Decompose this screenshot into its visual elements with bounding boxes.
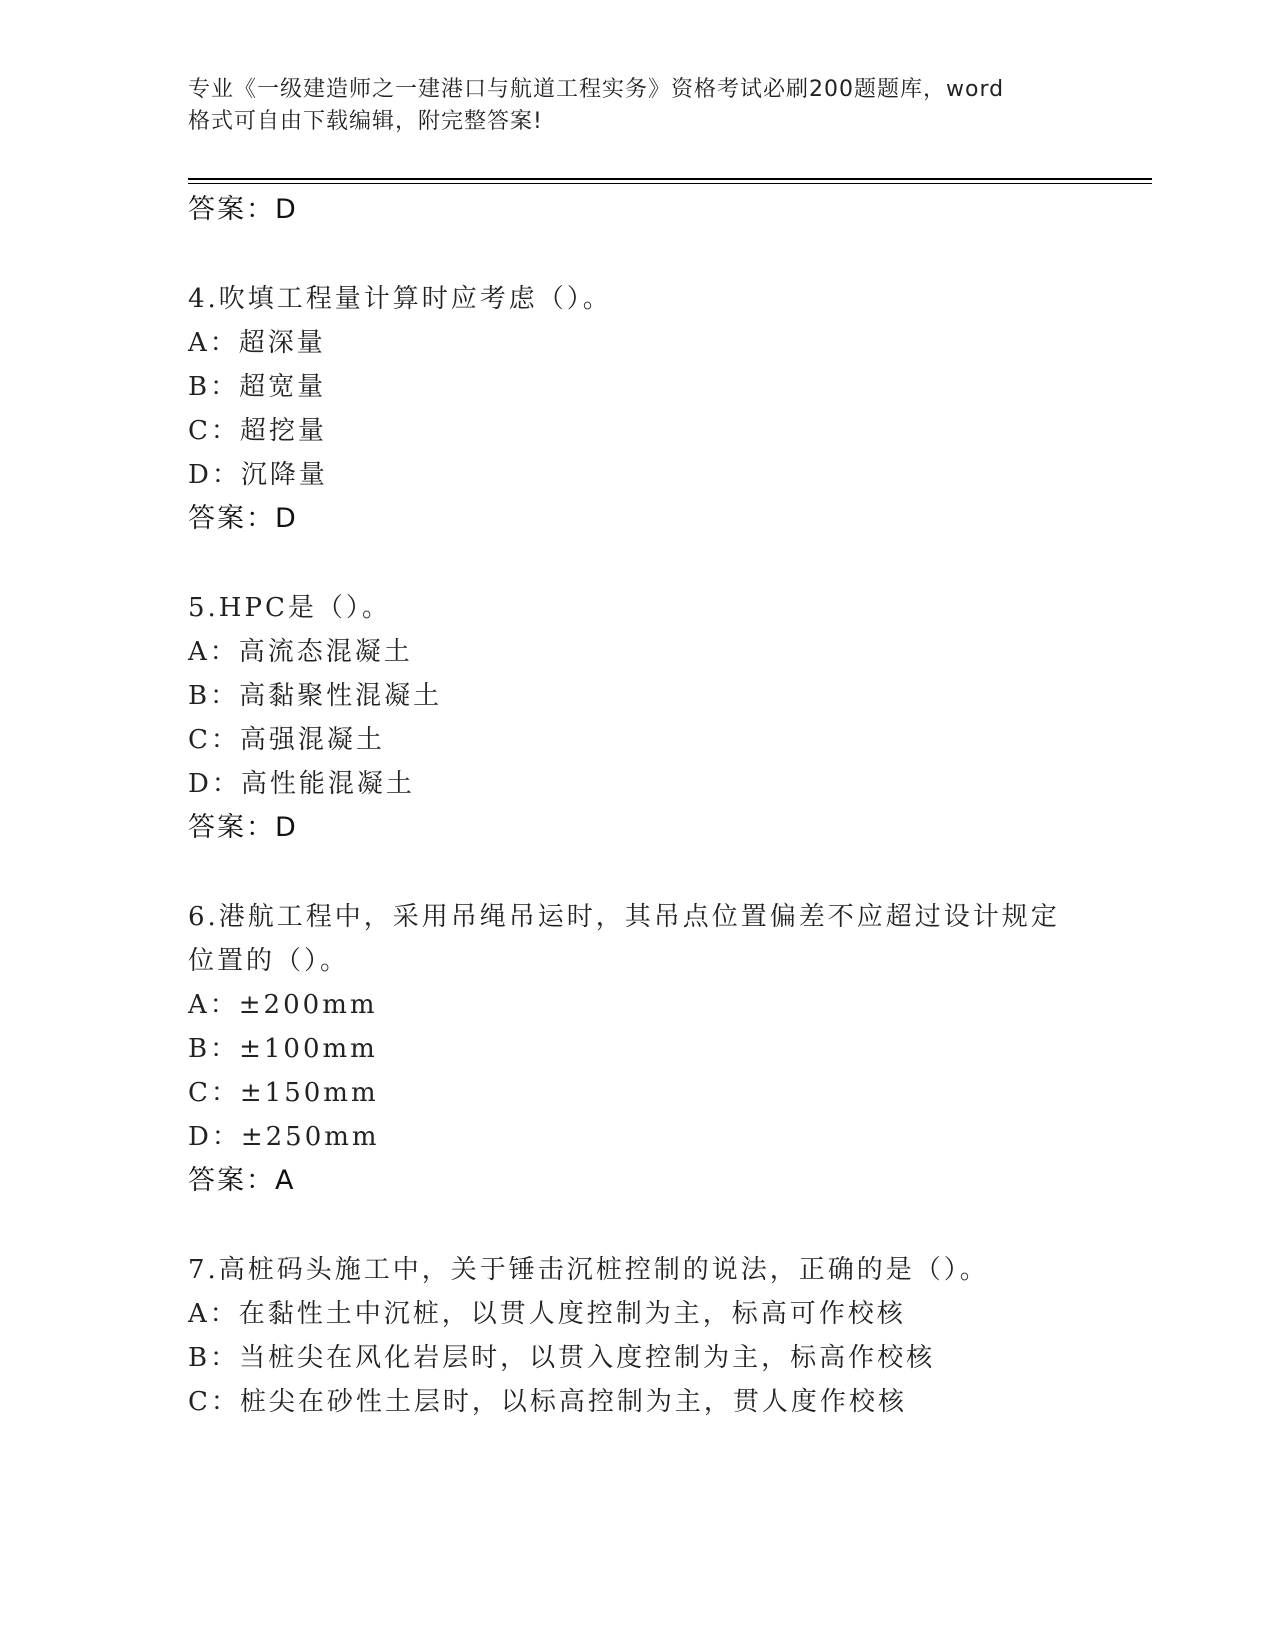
question-5-option-c: C：高强混凝土	[188, 725, 385, 755]
header-rule-thin	[188, 183, 1152, 184]
question-7-option-b: B：当桩尖在风化岩层时，以贯入度控制为主，标高作校核	[188, 1343, 936, 1373]
answer-q4: 答案：D	[188, 503, 298, 534]
document-header	[188, 74, 1068, 138]
question-4-option-b: B：超宽量	[188, 372, 327, 402]
question-4-stem: 4.吹填工程量计算时应考虑（）。	[188, 284, 612, 314]
question-7-option-c: C：桩尖在砂性土层时，以标高控制为主，贯人度作校核	[188, 1387, 907, 1417]
question-6-option-b: B：±100mm	[188, 1034, 378, 1064]
answer-q6: 答案：A	[188, 1165, 296, 1196]
question-4-option-c: C：超挖量	[188, 416, 327, 446]
question-5-stem: 5.HPC是（）。	[188, 593, 391, 623]
question-5-option-d: D：高性能混凝土	[188, 769, 415, 799]
header-title-line-1: 专业《一级建造师之一建港口与航道工程实务》资格考试必刷200题题库，word	[188, 77, 1005, 102]
question-6-option-c: C：±150mm	[188, 1078, 379, 1108]
question-5-option-b: B：高黏聚性混凝土	[188, 681, 443, 711]
question-6-stem-line-1: 6.港航工程中，采用吊绳吊运时，其吊点位置偏差不应超过设计规定	[188, 902, 1060, 932]
question-6-option-d: D：±250mm	[188, 1122, 380, 1152]
question-5-option-a: A：高流态混凝土	[188, 637, 413, 667]
question-4-option-a: A：超深量	[188, 328, 326, 358]
answer-q5: 答案：D	[188, 812, 298, 843]
question-7-stem: 7.高桩码头施工中，关于锤击沉桩控制的说法，正确的是（）。	[188, 1255, 989, 1285]
question-6-option-a: A：±200mm	[188, 990, 378, 1020]
question-7-option-a: A：在黏性土中沉桩，以贯人度控制为主，标高可作校核	[188, 1299, 906, 1329]
answer-q3: 答案：D	[188, 194, 298, 225]
header-rule-thick	[188, 178, 1152, 180]
header-title-line-2: 格式可自由下载编辑，附完整答案!	[188, 109, 543, 134]
question-6-stem-line-2: 位置的（）。	[188, 946, 350, 976]
question-4-option-d: D：沉降量	[188, 460, 328, 490]
